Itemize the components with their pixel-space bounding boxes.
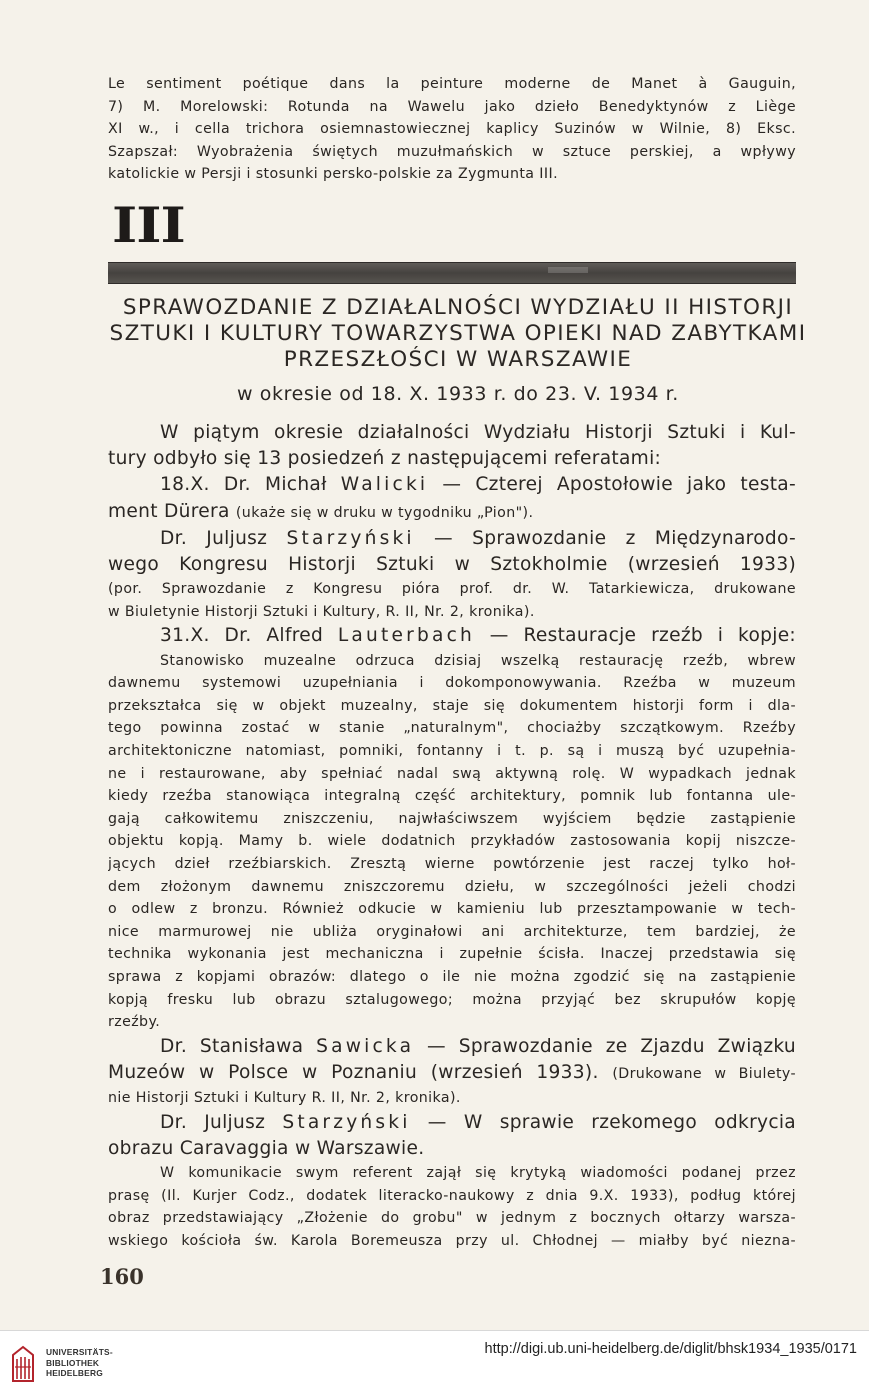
entry-topic: — Czterej Apostołowie jako testa- [428,474,796,496]
speaker-name: Starzyński [286,527,415,549]
entry-topic-line: obrazu Caravaggia w Warszawie. [108,1137,425,1159]
abstract-line: jących dzieł rzeźbiarskich. Zresztą wierne powtórzenie jest raczej tylko hoł- [108,855,796,872]
abstract-line: obraz przedstawiający „Złożenie do grobu" w jednym z bocznych ołtarzy warsza- [108,1210,796,1227]
entry-topic: Muzeów w Polsce w Poznaniu (wrzesień 1933). [108,1061,613,1083]
section-numeral: III [112,196,185,254]
abstract-line: przekształca się w objekt muzealny, staje się dokumentem historji form i dla- [108,697,796,714]
entry-topic: — Sprawozdanie ze Zjazdu Związku [414,1035,796,1057]
library-footer [0,1330,869,1394]
abstract-line: kopją fresku lub obrazu sztalugowego; można przyjąć bez skrupułów kopję [108,991,796,1008]
abstract-line: architektoniczne natomiast, pomniki, fontanny i t. p. są i muszą być uzupełnia- [108,742,796,759]
abstract-line: wskiego kościoła św. Karola Boremeusza przy ul. Chłodnej — miałby być niezna- [108,1232,796,1249]
entry-lauterbach [108,623,796,649]
entry-walicki-cont [108,499,796,526]
source-url-link[interactable]: http://digi.ub.uni-heidelberg.de/diglit/bhsk1934_1935/0171 [484,1341,857,1357]
text-line: 7) M. Morelowski: Rotunda na Wawelu jako dzieło Benedyktynów z Liège [108,98,796,115]
text-line: Szapszał: Wyobrażenia świętych muzułmańskich w sztuce perskiej, a wpływy [108,143,796,160]
abstract-line: kiedy rzeźba stanowiąca integralną część architektury, pomnik lub fontanna ule- [108,788,796,805]
entry-starzynski-2 [108,1110,796,1136]
abstract-line: prasę (Il. Kurjer Codz., dodatek literacko-naukowy z dnia 9.X. 1933), podług której [108,1187,796,1204]
entry-sawicka-cont [108,1060,796,1087]
report-title-line-1: SPRAWOZDANIE Z DZIAŁALNOŚCI WYDZIAŁU II HISTORJI [122,295,794,320]
entry-lead: Dr. Juljusz [160,527,287,549]
entry-topic: — W sprawie rzekomego odkrycia [410,1111,796,1133]
top-paragraph [108,73,796,186]
abstract-line: objektu kopją. Mamy b. wiele dodatnich przykładów zastosowania kopij niszcze- [108,833,796,850]
report-body [108,420,796,1252]
abstract-line: dawnemu systemowi uzupełniania i dokomponowywania. Rzeźba w muzeum [108,675,796,692]
speaker-name: Sawicka [316,1035,415,1057]
note-line: nie Historji Sztuki i Kultury R. II, Nr. 2, kronika). [108,1090,461,1107]
abstract-line: technika wykonania jest mechaniczna i zupełnie ścisła. Inaczej przedstawia się [108,946,796,963]
text-line: Le sentiment poétique dans la peinture moderne de Manet à Gauguin, [108,76,796,92]
abstract-line: tego powinna zostać w stanie „naturalnym", chociażby szczątkowym. Rzeźby [108,720,796,737]
page-number: 160 [100,1264,144,1289]
abstract-line: Stanowisko muzealne odrzuca dzisiaj wszelką restaurację rzeźb, wbrew [160,652,796,669]
university-library-logo-icon [10,1345,36,1383]
publication-note: (ukaże się w druku w tygodniku „Pion"). [235,504,534,521]
entry-lead: Dr. Juljusz [160,1111,283,1133]
entry-topic: — Sprawozdanie z Międzynarodo- [414,527,796,549]
note-line: (por. Sprawozdanie z Kongresu pióra prof. dr. W. Tatarkiewicza, drukowane [108,581,796,598]
decorative-band [108,262,796,284]
library-name-line: UNIVERSITÄTS- [46,1347,113,1357]
report-period: w okresie od 18. X. 1933 r. do 23. V. 1934 r. [237,383,679,405]
entry-topic: ment Dürera [108,500,236,522]
entry-sawicka [108,1034,796,1060]
note-line: w Biuletynie Historji Sztuki i Kultury, R. II, Nr. 2, kronika). [108,603,535,620]
entry-topic: — Restauracje rzeźb i kopje: [474,625,796,647]
abstract-line: o odlew z bronzu. Również odkucie w kamieniu lub przesztampowanie w tech- [108,901,796,918]
intro-line: W piątym okresie działalności Wydziału Historji Sztuki i Kul- [160,422,796,443]
entry-lead: 18.X. Dr. Michał [160,474,341,496]
speaker-name: Lauterbach [337,625,475,647]
abstract-line: rzeźby. [108,1014,161,1031]
library-name [46,1347,113,1379]
abstract-line: sprawa z kopjami obrazów: dlatego o ile nie można zgodzić się na zastąpienie [108,968,796,985]
abstract-line: gają całkowitemu zniszczeniu, najwłaściwszem wyjściem będzie zastąpienie [108,810,796,827]
abstract-line: dem złożonym dawnemu zniszczoremu dziełu, w szczególności jeżeli chodzi [108,878,796,895]
entry-topic-line: wego Kongresu Historji Sztuki w Sztokholmie (wrzesień 1933) [108,554,796,576]
entry-walicki [108,472,796,498]
abstract-line: W komunikacie swym referent zajął się krytyką wiadomości podanej przez [160,1165,796,1182]
report-title-line-2: SZTUKI I KULTURY TOWARZYSTWA OPIEKI NAD ZABYTKAMI [109,321,807,346]
text-line: XI w., i cella trichora osiemnastowiecznej kaplicy Suzinów w Wilnie, 8) Eksc. [108,121,796,138]
speaker-name: Starzyński [282,1111,411,1133]
publication-note: (Drukowane w Biulety- [612,1065,796,1082]
library-name-line: BIBLIOTHEK [46,1357,100,1368]
report-title-line-3: PRZESZŁOŚCI W WARSZAWIE [283,347,633,372]
library-name-line: HEIDELBERG [46,1368,103,1379]
abstract-line: nice marmurowej nie ubliża oryginałowi ani architekturze, tem bardziej, że [108,923,796,940]
abstract-line: ne i restaurowane, aby spełniać nadal swą aktywną rolę. W wypadkach jednak [108,765,796,782]
entry-lead: 31.X. Dr. Alfred [160,625,338,647]
entry-lead: Dr. Stanisława [160,1035,317,1057]
entry-starzynski-1 [108,526,796,552]
speaker-name: Walicki [340,474,429,496]
text-line: katolickie w Persji i stosunki persko-polskie za Zygmunta III. [108,166,558,183]
intro-line: tury odbyło się 13 posiedzeń z następującemi referatami: [108,448,662,470]
